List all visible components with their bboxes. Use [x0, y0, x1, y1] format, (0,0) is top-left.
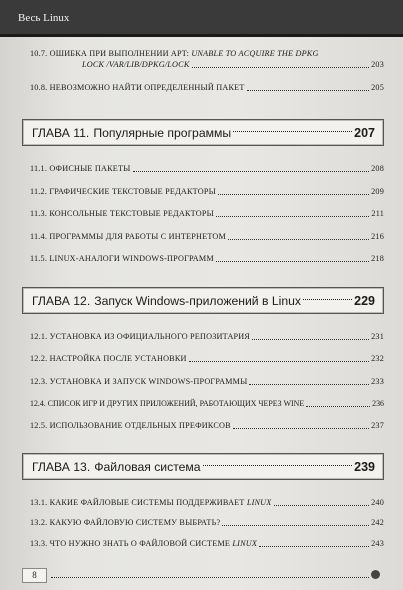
toc-entry-text-italic: UNABLE TO ACQUIRE THE DPKG	[191, 49, 319, 58]
toc-entry-13-1	[30, 497, 384, 508]
chapter-heading-13	[22, 453, 384, 480]
toc-entry-number: 12.2.	[30, 354, 48, 363]
toc-entry-page: 243	[371, 539, 384, 548]
toc-entry-11-3	[30, 208, 384, 219]
toc-entry-number: 11.1.	[30, 164, 48, 173]
toc-entry-page: 209	[371, 187, 384, 196]
toc-entry-text: НАСТРОЙКА ПОСЛЕ УСТАНОВКИ	[49, 354, 187, 363]
toc-entry-12-4	[30, 398, 384, 409]
running-header-title: Весь Linux	[18, 12, 70, 24]
leader-dots	[192, 67, 370, 68]
toc-entry-text-italic: LINUX	[246, 498, 272, 507]
toc-entry-text: НЕВОЗМОЖНО НАЙТИ ОПРЕДЕЛЕННЫЙ ПАКЕТ	[49, 83, 245, 92]
toc-entry-12-1	[30, 331, 384, 342]
toc-entry-11-4	[30, 231, 384, 242]
toc-entry-number: 12.3.	[30, 377, 48, 386]
toc-entry-number: 11.5.	[30, 254, 48, 263]
toc-entry-page: 237	[371, 421, 384, 430]
toc-entry-12-3	[30, 376, 384, 387]
chapter-label: ГЛАВА 13.	[32, 459, 91, 474]
toc-entry-number: 11.2.	[30, 187, 48, 196]
toc-entry-number: 13.1.	[30, 498, 48, 507]
leader-dots	[233, 428, 369, 429]
toc-entry-13-2	[30, 517, 384, 528]
toc-entry-page: 205	[371, 83, 384, 92]
leader-dots	[228, 239, 369, 240]
toc-entry-text: СПИСОК ИГР И ДРУГИХ ПРИЛОЖЕНИЙ, РАБОТАЮЩИХ ЧЕРЕЗ WINE	[47, 399, 305, 408]
leader-dots	[203, 465, 353, 466]
toc-entry-text: УСТАНОВКА И ЗАПУСК WINDOWS-ПРОГРАММЫ	[49, 377, 248, 386]
toc-entry-number: 11.4.	[30, 232, 48, 241]
chapter-title: Популярные программы	[93, 125, 232, 140]
footer-dotted-rule	[51, 577, 369, 578]
leader-dots	[249, 384, 369, 385]
toc-entry-12-5	[30, 420, 384, 431]
toc-entry-11-1	[30, 163, 384, 174]
toc-entry-number: 13.2.	[30, 518, 48, 527]
chapter-page: 229	[354, 293, 375, 308]
leader-dots	[218, 194, 369, 195]
toc-entry-11-5	[30, 253, 384, 264]
toc-entry-page: 211	[371, 209, 384, 218]
toc-entry-text: КАКУЮ ФАЙЛОВУЮ СИСТЕМУ ВЫБРАТЬ?	[49, 518, 221, 527]
toc-entry-page: 240	[371, 498, 384, 507]
toc-entry-text-continued: LOCK /VAR/LIB/DPKG/LOCK	[82, 60, 190, 69]
toc-entry-13-3	[30, 538, 384, 549]
toc-entry-page: 216	[371, 232, 384, 241]
toc-entry-text: ЧТО НУЖНО ЗНАТЬ О ФАЙЛОВОЙ СИСТЕМЕ	[49, 539, 231, 548]
footer-dot-ornament	[371, 570, 380, 579]
toc-entry-text: КАКИЕ ФАЙЛОВЫЕ СИСТЕМЫ ПОДДЕРЖИВАЕТ	[49, 498, 245, 507]
toc-entry-number: 12.4.	[30, 399, 46, 408]
chapter-title: Файловая система	[94, 459, 201, 474]
toc-entry-11-2	[30, 186, 384, 197]
leader-dots	[133, 171, 370, 172]
toc-entry-page: 233	[371, 377, 384, 386]
leader-dots	[222, 525, 369, 526]
toc-entry-page: 218	[371, 254, 384, 263]
toc-entry-number: 13.3.	[30, 539, 48, 548]
toc-entry-text: LINUX-АНАЛОГИ WINDOWS-ПРОГРАММ	[49, 254, 214, 263]
toc-entry-number: 12.5.	[30, 421, 48, 430]
leader-dots	[216, 216, 370, 217]
chapter-page: 207	[354, 125, 375, 140]
toc-entry-number: 10.7.	[30, 49, 48, 58]
toc-entry-page: 231	[371, 332, 384, 341]
toc-entry-text: ОФИСНЫЕ ПАКЕТЫ	[49, 164, 131, 173]
toc-entry-page: 208	[371, 164, 384, 173]
page-number: 8	[32, 570, 37, 580]
leader-dots	[189, 361, 369, 362]
toc-entry-page: 242	[371, 518, 384, 527]
toc-entry-12-2	[30, 353, 384, 364]
leader-dots	[274, 505, 370, 506]
chapter-page: 239	[354, 459, 375, 474]
toc-entry-text-italic: LINUX	[232, 539, 258, 548]
toc-entry-text: ПРОГРАММЫ ДЛЯ РАБОТЫ С ИНТЕРНЕТОМ	[49, 232, 227, 241]
toc-entry-text: ГРАФИЧЕСКИЕ ТЕКСТОВЫЕ РЕДАКТОРЫ	[49, 187, 216, 196]
toc-entry-number: 10.8.	[30, 83, 48, 92]
running-header	[0, 0, 403, 37]
toc-entry-page: 236	[372, 399, 384, 408]
leader-dots	[216, 261, 369, 262]
toc-entry-number: 12.1.	[30, 332, 48, 341]
chapter-title: Запуск Windows-приложений в Linux	[94, 293, 301, 308]
chapter-heading-11	[22, 119, 384, 146]
chapter-label: ГЛАВА 11.	[32, 125, 90, 140]
toc-entry-text: ИСПОЛЬЗОВАНИЕ ОТДЕЛЬНЫХ ПРЕФИКСОВ	[49, 421, 231, 430]
leader-dots	[306, 406, 370, 407]
toc-entry-10-8	[30, 82, 384, 93]
chapter-label: ГЛАВА 12.	[32, 293, 91, 308]
toc-entry-text: КОНСОЛЬНЫЕ ТЕКСТОВЫЕ РЕДАКТОРЫ	[49, 209, 214, 218]
leader-dots	[259, 546, 369, 547]
toc-entry-number: 11.3.	[30, 209, 48, 218]
toc-entry-page: 203	[371, 60, 384, 69]
toc-entry-page: 232	[371, 354, 384, 363]
leader-dots	[233, 131, 352, 132]
page-footer	[22, 568, 382, 584]
chapter-heading-12	[22, 287, 384, 314]
leader-dots	[252, 339, 369, 340]
page-number-box	[22, 568, 47, 583]
toc-entry-text: ОШИБКА ПРИ ВЫПОЛНЕНИИ APT:	[49, 49, 190, 58]
toc-entry-10-7	[30, 48, 384, 70]
leader-dots	[247, 90, 370, 91]
toc-entry-text: УСТАНОВКА ИЗ ОФИЦИАЛЬНОГО РЕПОЗИТАРИЯ	[49, 332, 251, 341]
leader-dots	[303, 299, 352, 300]
